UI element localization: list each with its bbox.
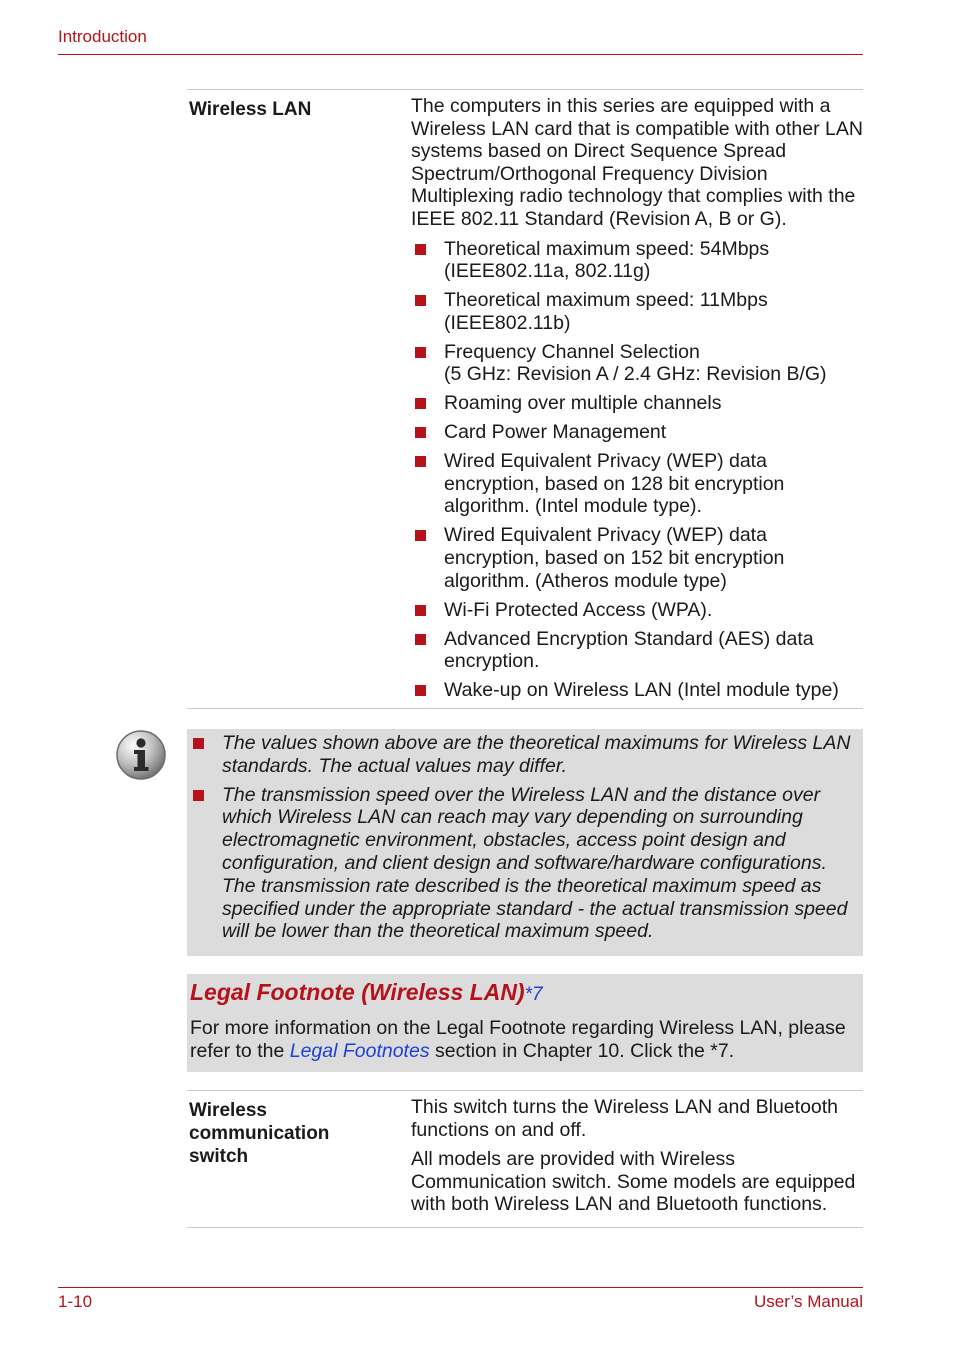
square-bullet-icon [415, 634, 426, 645]
square-bullet-icon [415, 427, 426, 438]
list-item: The transmission speed over the Wireless LAN and the distance over which Wireless LAN can reach may vary depending on surrounding electromagnetic environment, obstacles, access point design and configuration, and client design and software/hardware configurations. The transmission rate described is the theoretical maximum speed as specified under the appropriate standard - the actual transmission speed will be lower than the theoretical maximum speed. [187, 784, 853, 944]
spec-description [411, 95, 863, 708]
switch-paragraph: All models are provided with Wireless Communication switch. Some models are equipped with both Wireless LAN and Bluetooth functions. [411, 1148, 856, 1216]
square-bullet-icon [415, 605, 426, 616]
legal-footnote-title: Legal Footnote (Wireless LAN)*7 [190, 979, 543, 1005]
note-list [187, 732, 853, 943]
list-item: Frequency Channel Selection (5 GHz: Revision A / 2.4 GHz: Revision B/G) [411, 341, 863, 386]
square-bullet-icon [415, 295, 426, 306]
info-icon [115, 729, 167, 781]
square-bullet-icon [415, 398, 426, 409]
square-bullet-icon [415, 347, 426, 358]
manual-title: User’s Manual [754, 1292, 863, 1311]
feature-list [411, 238, 863, 702]
spec-intro: The computers in this series are equipped with a Wireless LAN card that is compatible with other LAN systems based on Direct Sequence Spread Spectrum/Orthogonal Frequency Division Multiplexing radio technology that complies with the IEEE 802.11 Standard (Revision A, B or G). [411, 95, 863, 230]
wireless-lan-table [187, 89, 863, 709]
square-bullet-icon [415, 530, 426, 541]
wireless-switch-table [187, 1090, 863, 1228]
running-header: Introduction [58, 27, 147, 46]
list-item: Wired Equivalent Privacy (WEP) data encryption, based on 128 bit encryption algorithm. (Intel module type). [411, 450, 863, 518]
note-box [187, 729, 863, 956]
list-item: Advanced Encryption Standard (AES) data encryption. [411, 628, 863, 673]
spec-description [411, 1096, 863, 1223]
list-item: Theoretical maximum speed: 11Mbps (IEEE802.11b) [411, 289, 863, 334]
spec-term: Wireless LAN [189, 99, 312, 120]
table-row [187, 1091, 863, 1223]
footer-rule [58, 1287, 863, 1288]
square-bullet-icon [415, 244, 426, 255]
header-rule [58, 54, 863, 55]
list-item: Wake-up on Wireless LAN (Intel module type) [411, 679, 863, 702]
list-item: Wi-Fi Protected Access (WPA). [411, 599, 863, 622]
list-item: The values shown above are the theoretical maximums for Wireless LAN standards. The actual values may differ. [187, 732, 853, 778]
square-bullet-icon [415, 685, 426, 696]
legal-footnote-box [187, 974, 863, 1072]
square-bullet-icon [193, 790, 204, 801]
legal-footnote-body: For more information on the Legal Footnote regarding Wireless LAN, please refer to the Legal Footnotes section in Chapter 10. Click the *7. [190, 1017, 846, 1062]
list-item: Wired Equivalent Privacy (WEP) data encryption, based on 152 bit encryption algorithm. (Atheros module type) [411, 524, 863, 592]
footnote-ref-link[interactable]: *7 [524, 984, 543, 1005]
square-bullet-icon [415, 456, 426, 467]
spec-term: Wireless communication switch [189, 1100, 330, 1167]
page-number: 1-10 [58, 1292, 93, 1311]
list-item: Card Power Management [411, 421, 863, 444]
list-item: Roaming over multiple channels [411, 392, 863, 415]
legal-footnotes-link[interactable]: Legal Footnotes [289, 1039, 430, 1062]
switch-paragraph: This switch turns the Wireless LAN and Bluetooth functions on and off. [411, 1096, 839, 1141]
square-bullet-icon [193, 738, 204, 749]
list-item: Theoretical maximum speed: 54Mbps (IEEE802.11a, 802.11g) [411, 238, 863, 283]
table-row [187, 90, 863, 708]
